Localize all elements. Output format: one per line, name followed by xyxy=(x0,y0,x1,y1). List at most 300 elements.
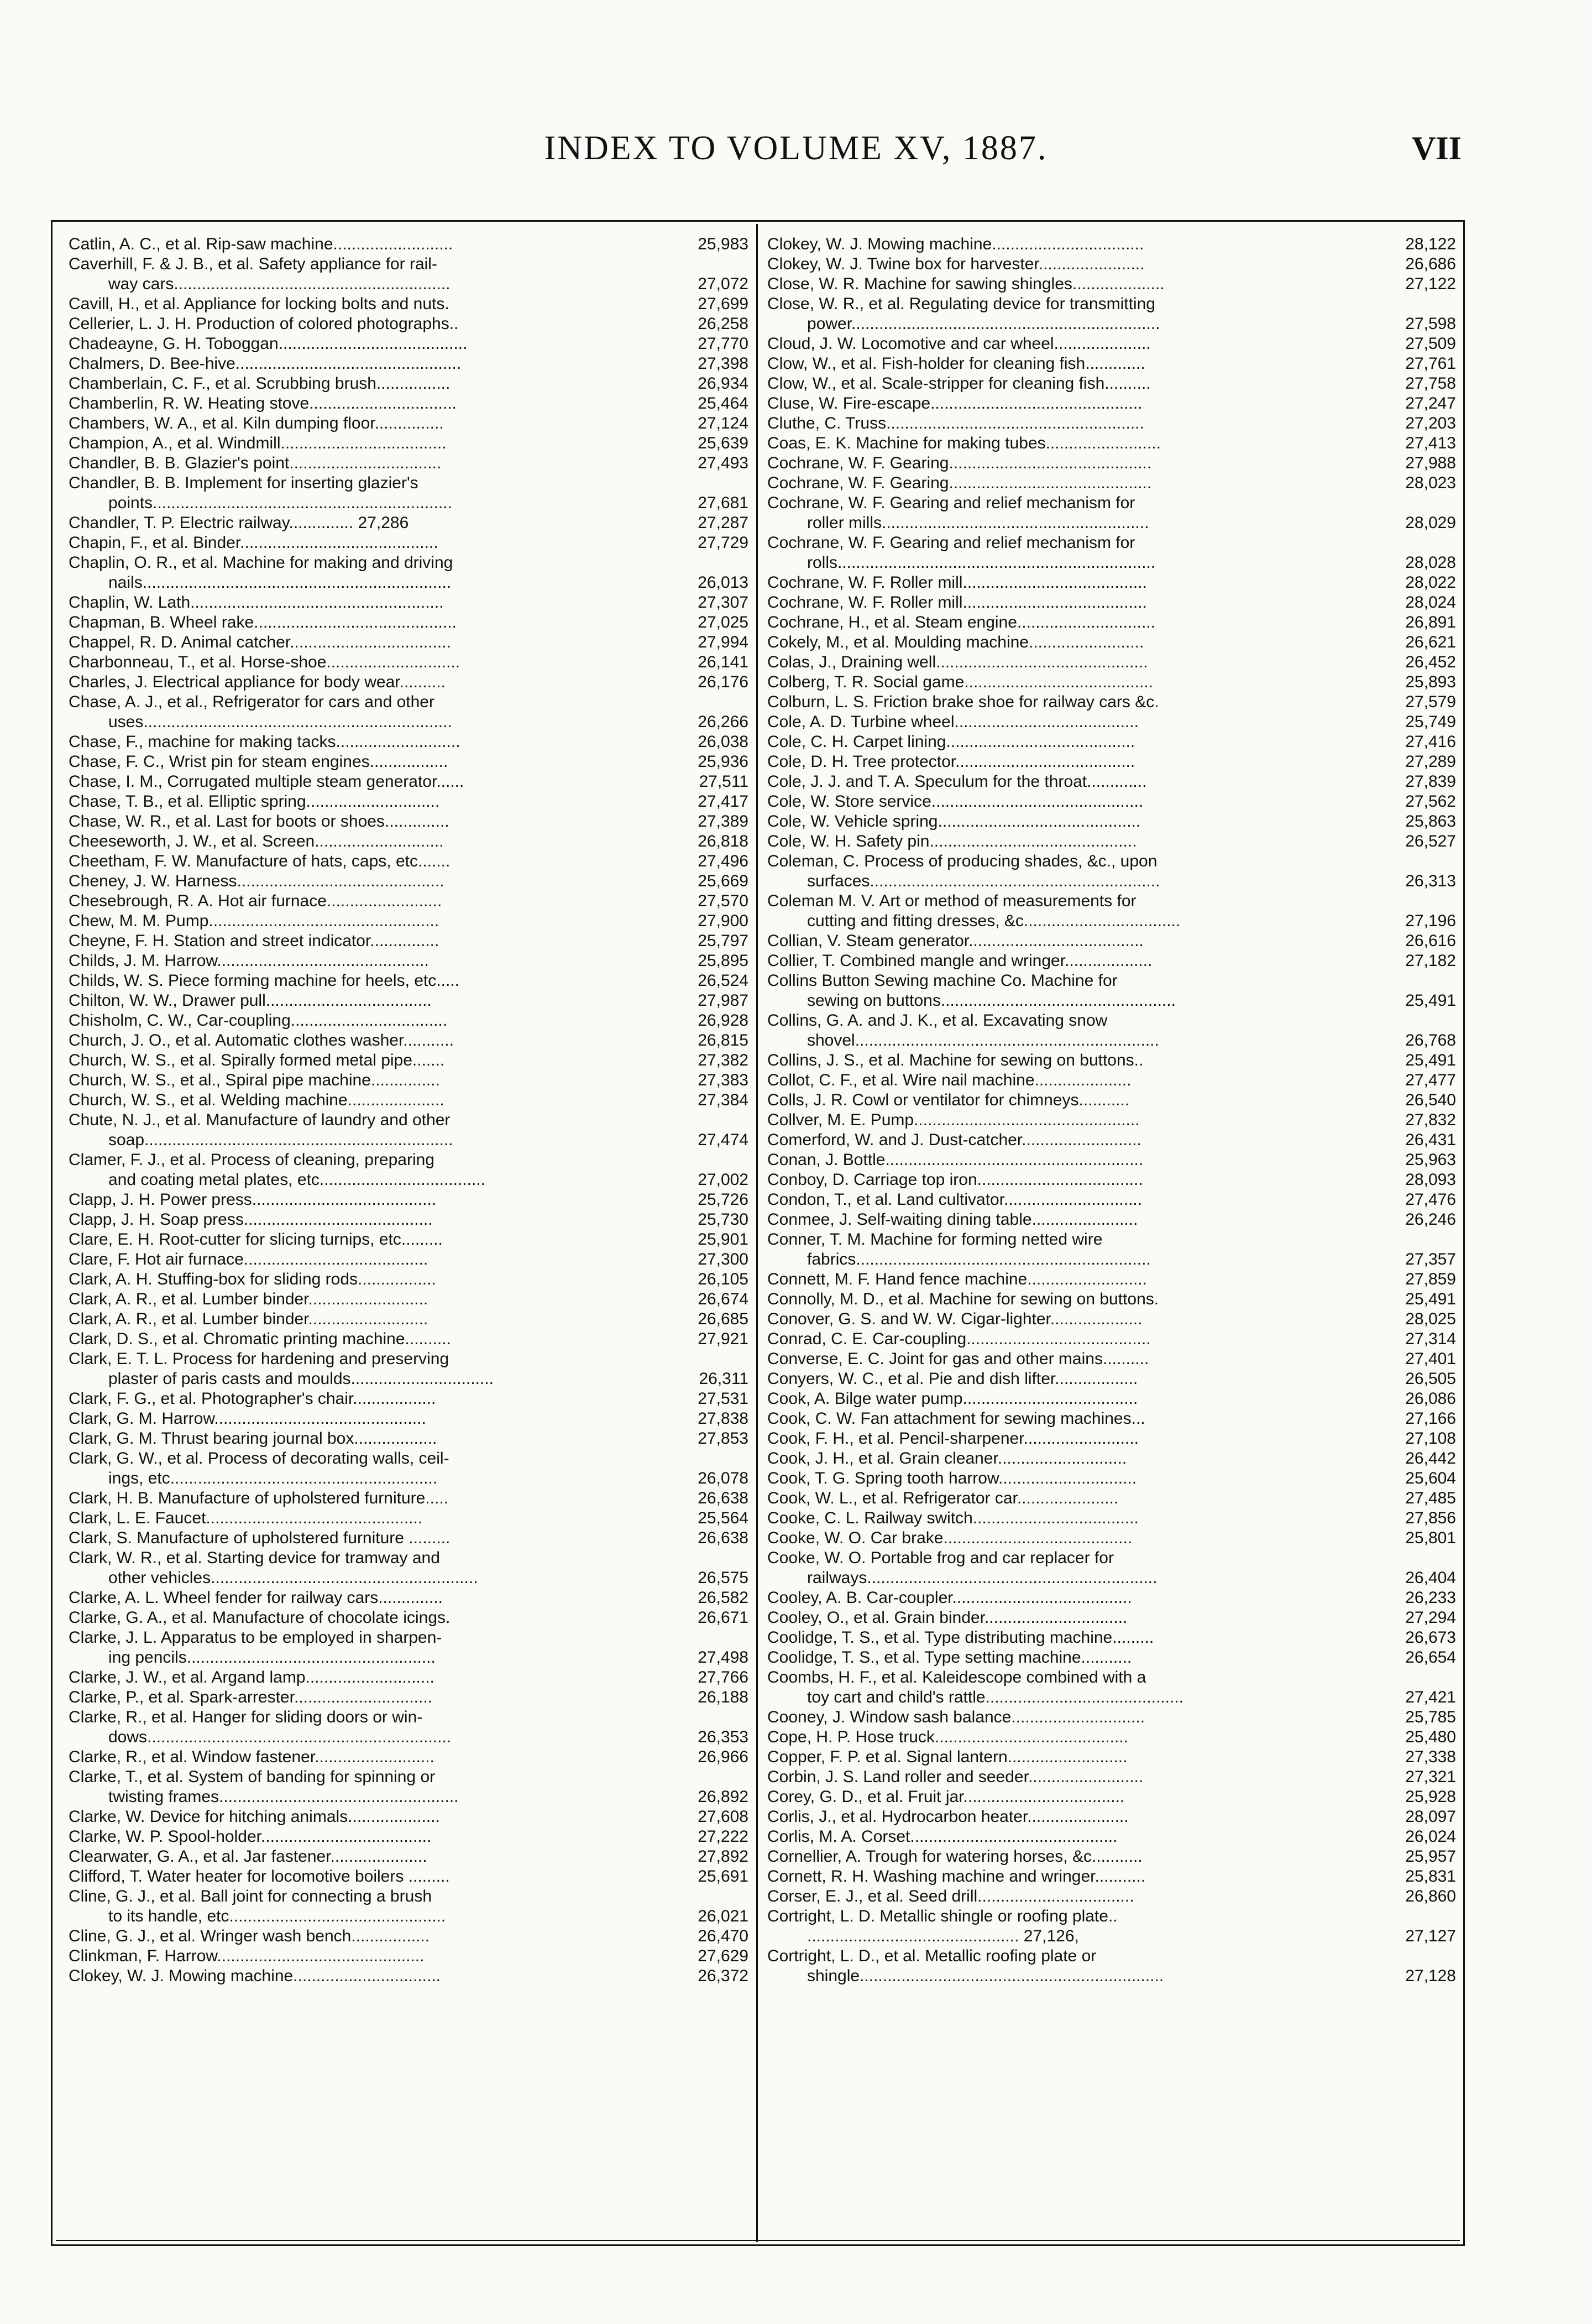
entry-text: Colburn, L. S. Friction brake shoe for railway cars &c. xyxy=(767,693,1159,711)
index-entry xyxy=(69,254,748,294)
entry-text: Corbin, J. S. Land roller and seeder......................... xyxy=(767,1768,1144,1786)
index-entry xyxy=(767,1548,1456,1588)
entry-text: Collver, M. E. Pump................................................. xyxy=(767,1111,1140,1129)
patent-number: 27,384 xyxy=(694,1090,748,1110)
patent-number: 28,029 xyxy=(1402,513,1456,533)
index-entry xyxy=(767,1528,1456,1548)
index-entry xyxy=(69,593,748,613)
entry-text: Collins Button Sewing machine Co. Machine for xyxy=(767,972,1118,990)
index-entry xyxy=(767,1747,1456,1767)
index-entry xyxy=(69,1747,748,1767)
entry-continuation: soap................................................................... xyxy=(108,1131,453,1149)
index-entry xyxy=(69,314,748,334)
patent-number: 26,505 xyxy=(1402,1369,1456,1389)
entry-text: Childs, W. S. Piece forming machine for heels, etc..... xyxy=(69,972,459,990)
patent-number: 27,287 xyxy=(694,513,748,533)
right-column xyxy=(767,234,1456,1986)
entry-text: Cole, C. H. Carpet lining......................................... xyxy=(767,733,1135,751)
index-entry xyxy=(767,533,1456,573)
index-entry xyxy=(767,294,1456,334)
entry-text: Corser, E. J., et al. Seed drill.................................. xyxy=(767,1887,1134,1905)
entry-text: Childs, J. M. Harrow.............................................. xyxy=(69,952,429,970)
patent-number: 27,562 xyxy=(1402,792,1456,812)
index-entry xyxy=(69,951,748,971)
index-entry xyxy=(767,374,1456,394)
patent-number: 27,699 xyxy=(694,294,748,314)
index-entry xyxy=(69,772,748,792)
patent-number: 27,509 xyxy=(1402,334,1456,354)
patent-number: 26,233 xyxy=(1402,1588,1456,1608)
patent-number: 26,575 xyxy=(694,1568,748,1588)
entry-text: Clamer, F. J., et al. Process of cleaning, preparing xyxy=(69,1151,434,1169)
index-entry xyxy=(69,1767,748,1807)
entry-continuation: cutting and fitting dresses, &c.................................. xyxy=(807,912,1181,930)
entry-text: Cope, H. P. Hose truck.......................................... xyxy=(767,1728,1128,1746)
entry-text: Close, W. R., et al. Regulating device for transmitting xyxy=(767,295,1155,313)
entry-text: Cochrane, W. F. Gearing and relief mechanism for xyxy=(767,494,1135,512)
entry-text: Connett, M. F. Hand fence machine.......................... xyxy=(767,1270,1147,1288)
entry-text: Cooke, W. O. Car brake......................................... xyxy=(767,1529,1133,1547)
entry-text: Converse, E. C. Joint for gas and other mains.......... xyxy=(767,1350,1149,1368)
patent-number: 27,413 xyxy=(1402,434,1456,453)
entry-text: Cooney, J. Window sash balance............................. xyxy=(767,1708,1145,1726)
index-entry xyxy=(767,1210,1456,1230)
entry-text: Chadeayne, G. H. Toboggan......................................... xyxy=(69,335,468,353)
entry-text: Cochrane, H., et al. Steam engine.............................. xyxy=(767,613,1155,631)
entry-text: Cole, D. H. Tree protector....................................... xyxy=(767,753,1135,771)
patent-number: 25,491 xyxy=(1402,1051,1456,1070)
patent-number: 27,124 xyxy=(694,414,748,434)
patent-number: 25,480 xyxy=(1402,1727,1456,1747)
entry-text: Cortright, L. D., et al. Metallic roofing plate or xyxy=(767,1947,1097,1965)
entry-continuation: roller mills.......................................................... xyxy=(807,514,1149,532)
index-entry xyxy=(69,613,748,633)
entry-text: Chute, N. J., et al. Manufacture of laundry and other xyxy=(69,1111,451,1129)
entry-text: Coolidge, T. S., et al. Type distributing machine......... xyxy=(767,1628,1154,1647)
index-entry xyxy=(69,1150,748,1190)
index-entry xyxy=(767,652,1456,672)
patent-number: 26,527 xyxy=(1402,832,1456,852)
entry-text: Condon, T., et al. Land cultivator.............................. xyxy=(767,1190,1143,1209)
index-entry xyxy=(767,1449,1456,1469)
patent-number: 26,246 xyxy=(1402,1210,1456,1230)
index-entry xyxy=(69,633,748,652)
index-entry xyxy=(69,1429,748,1449)
index-entry xyxy=(767,1827,1456,1847)
index-entry xyxy=(69,1309,748,1329)
index-entry xyxy=(69,792,748,812)
index-entry xyxy=(69,354,748,374)
column-divider xyxy=(756,224,758,2242)
index-entry xyxy=(767,1289,1456,1309)
entry-text: Chase, I. M., Corrugated multiple steam generator...... xyxy=(69,772,464,791)
patent-number: 26,638 xyxy=(694,1489,748,1508)
index-entry xyxy=(767,1230,1456,1270)
index-entry xyxy=(69,1449,748,1489)
entry-text: Chapin, F., et al. Binder........................................... xyxy=(69,534,438,552)
index-entry xyxy=(767,1389,1456,1409)
patent-number: 27,988 xyxy=(1402,453,1456,473)
patent-number: 26,311 xyxy=(695,1369,748,1389)
entry-text: Catlin, A. C., et al. Rip-saw machine.......................... xyxy=(69,235,453,253)
patent-number: 26,313 xyxy=(1402,871,1456,891)
patent-number: 27,598 xyxy=(1402,314,1456,334)
entry-text: Chandler, B. B. Implement for inserting glazier's xyxy=(69,474,418,492)
patent-number: 27,300 xyxy=(694,1250,748,1270)
patent-number: 27,838 xyxy=(694,1409,748,1429)
patent-number: 26,524 xyxy=(694,971,748,991)
patent-number: 27,383 xyxy=(694,1070,748,1090)
entry-continuation: and coating metal plates, etc.................................... xyxy=(108,1171,485,1189)
patent-number: 26,638 xyxy=(694,1528,748,1548)
index-entry xyxy=(767,1907,1456,1946)
entry-text: Cook, C. W. Fan attachment for sewing machines... xyxy=(767,1409,1145,1428)
entry-text: Chaplin, W. Lath....................................................... xyxy=(69,593,444,612)
patent-number: 27,485 xyxy=(1402,1489,1456,1508)
patent-number: 27,859 xyxy=(1402,1270,1456,1289)
entry-text: Cochrane, W. F. Gearing and relief mechanism for xyxy=(767,534,1135,552)
patent-number: 25,831 xyxy=(1402,1867,1456,1887)
patent-number: 27,629 xyxy=(694,1946,748,1966)
index-entry xyxy=(767,732,1456,752)
entry-text: Copper, F. P. et al. Signal lantern.......................... xyxy=(767,1748,1128,1766)
index-entry xyxy=(767,1508,1456,1528)
index-entry xyxy=(767,712,1456,732)
left-column xyxy=(69,234,748,1986)
page-title: INDEX TO VOLUME XV, 1887. xyxy=(544,129,1048,167)
entry-continuation: rolls..................................................................... xyxy=(807,553,1156,572)
entry-text: Chesebrough, R. A. Hot air furnace......................... xyxy=(69,892,442,910)
index-entry xyxy=(69,1090,748,1110)
index-entry xyxy=(767,1727,1456,1747)
entry-text: Clark, H. B. Manufacture of upholstered furniture..... xyxy=(69,1489,448,1507)
index-entry xyxy=(69,1110,748,1150)
patent-number: 26,141 xyxy=(694,652,748,672)
patent-number: 25,895 xyxy=(694,951,748,971)
entry-text: Clark, G. W., et al. Process of decorating walls, ceil- xyxy=(69,1449,449,1467)
patent-number: 27,493 xyxy=(694,453,748,473)
entry-text: Church, W. S., et al., Spiral pipe machine............... xyxy=(69,1071,440,1089)
entry-text: Conan, J. Bottle........................................................ xyxy=(767,1151,1144,1169)
index-entry xyxy=(767,234,1456,254)
patent-number: 25,726 xyxy=(694,1190,748,1210)
index-entry xyxy=(69,1349,748,1389)
index-entry xyxy=(767,493,1456,533)
entry-text: Collier, T. Combined mangle and wringer................... xyxy=(767,952,1153,970)
patent-number: 25,691 xyxy=(694,1867,748,1887)
index-entry xyxy=(69,553,748,593)
index-entry xyxy=(767,1150,1456,1170)
entry-text: Cloud, J. W. Locomotive and car wheel..................... xyxy=(767,335,1151,353)
index-entry xyxy=(767,1070,1456,1090)
index-entry xyxy=(69,1887,748,1926)
entry-text: Clinkman, F. Harrow............................................. xyxy=(69,1947,425,1965)
entry-text: Clokey, W. J. Twine box for harvester....................... xyxy=(767,255,1145,273)
entry-text: Cluse, W. Fire-escape.............................................. xyxy=(767,394,1143,412)
patent-number: 26,928 xyxy=(694,1011,748,1031)
index-entry xyxy=(69,234,748,254)
entry-text: Champion, A., et al. Windmill.................................... xyxy=(69,434,447,452)
entry-continuation: shovel.................................................................. xyxy=(807,1031,1159,1049)
patent-number: 25,564 xyxy=(694,1508,748,1528)
patent-number: 25,957 xyxy=(1402,1847,1456,1867)
entry-text: Charbonneau, T., et al. Horse-shoe............................. xyxy=(69,653,460,671)
entry-text: Clark, G. M. Harrow.............................................. xyxy=(69,1409,426,1428)
page-number: VII xyxy=(1411,130,1462,166)
entry-text: Cline, G. J., et al. Wringer wash bench................. xyxy=(69,1927,430,1945)
index-entry xyxy=(767,971,1456,1011)
patent-number: 25,669 xyxy=(694,871,748,891)
entry-text: Charles, J. Electrical appliance for body wear.......... xyxy=(69,673,446,691)
index-entry xyxy=(767,1011,1456,1051)
index-entry xyxy=(767,1190,1456,1210)
entry-text: Cook, J. H., et al. Grain cleaner............................ xyxy=(767,1449,1127,1467)
patent-number: 27,832 xyxy=(1402,1110,1456,1130)
entry-text: Cheetham, F. W. Manufacture of hats, caps, etc....... xyxy=(69,852,451,870)
patent-number: 27,321 xyxy=(1402,1767,1456,1787)
entry-text: Collins, G. A. and J. K., et al. Excavating snow xyxy=(767,1011,1108,1030)
index-entry xyxy=(767,473,1456,493)
index-entry xyxy=(767,832,1456,852)
index-entry xyxy=(767,1469,1456,1489)
entry-text: Collins, J. S., et al. Machine for sewing on buttons.. xyxy=(767,1051,1144,1069)
index-entry xyxy=(69,513,748,533)
patent-number: 27,294 xyxy=(1402,1608,1456,1628)
patent-number: 26,404 xyxy=(1402,1568,1456,1588)
patent-number: 26,860 xyxy=(1402,1887,1456,1907)
entry-text: Cornett, R. H. Washing machine and wringer........... xyxy=(767,1867,1146,1886)
index-entry xyxy=(767,633,1456,652)
index-entry xyxy=(767,1807,1456,1827)
index-entry xyxy=(767,1887,1456,1907)
patent-number: 27,417 xyxy=(694,792,748,812)
index-entry xyxy=(69,1031,748,1051)
patent-number: 25,785 xyxy=(1402,1707,1456,1727)
patent-number: 27,856 xyxy=(1402,1508,1456,1528)
patent-number: 26,815 xyxy=(694,1031,748,1051)
patent-number: 26,654 xyxy=(1402,1648,1456,1668)
entry-continuation: power................................................................... xyxy=(807,315,1160,333)
index-entry xyxy=(69,991,748,1011)
index-entry xyxy=(69,1190,748,1210)
entry-text: Conrad, C. E. Car-coupling........................................ xyxy=(767,1330,1151,1348)
patent-number: 27,421 xyxy=(1402,1688,1456,1707)
entry-text: Collian, V. Steam generator...................................... xyxy=(767,932,1144,950)
patent-number: 26,038 xyxy=(694,732,748,752)
index-entry xyxy=(767,1409,1456,1429)
entry-continuation: other vehicles.......................................................... xyxy=(108,1569,478,1587)
entry-continuation: fabrics................................................................ xyxy=(807,1250,1151,1268)
index-entry xyxy=(69,1389,748,1409)
index-entry xyxy=(69,971,748,991)
patent-number: 25,983 xyxy=(694,234,748,254)
index-entry xyxy=(767,1867,1456,1887)
index-entry xyxy=(767,672,1456,692)
index-entry xyxy=(69,1011,748,1031)
entry-text: Cole, W. H. Safety pin............................................. xyxy=(767,832,1137,850)
patent-number: 27,766 xyxy=(694,1668,748,1688)
index-entry xyxy=(767,613,1456,633)
patent-number: 25,730 xyxy=(694,1210,748,1230)
entry-text: Chalmers, D. Bee-hive................................................. xyxy=(69,354,462,373)
patent-number: 27,496 xyxy=(694,852,748,871)
index-entry xyxy=(767,274,1456,294)
index-entry xyxy=(69,1807,748,1827)
entry-text: Church, W. S., et al. Welding machine..................... xyxy=(69,1091,444,1109)
patent-number: 27,307 xyxy=(694,593,748,613)
patent-number: 27,247 xyxy=(1402,394,1456,414)
entry-text: Chase, T. B., et al. Elliptic spring............................. xyxy=(69,792,440,811)
patent-number: 27,182 xyxy=(1402,951,1456,971)
index-entry xyxy=(69,334,748,354)
entry-text: Coleman M. V. Art or method of measurements for xyxy=(767,892,1137,910)
patent-number: 27,853 xyxy=(694,1429,748,1449)
entry-text: Clare, E. H. Root-cutter for slicing turnips, etc......... xyxy=(69,1230,443,1249)
index-entry xyxy=(69,1548,748,1588)
patent-number: 28,025 xyxy=(1402,1309,1456,1329)
entry-text: Clare, F. Hot air furnace........................................ xyxy=(69,1250,428,1268)
entry-text: Chamberlin, R. W. Heating stove................................ xyxy=(69,394,457,412)
entry-text: Clarke, G. A., et al. Manufacture of chocolate icings. xyxy=(69,1608,451,1627)
entry-continuation: surfaces............................................................... xyxy=(807,872,1160,890)
patent-number: 25,491 xyxy=(1402,1289,1456,1309)
patent-number: 27,761 xyxy=(1402,354,1456,374)
index-entry xyxy=(767,1489,1456,1508)
patent-number: 27,127 xyxy=(1402,1926,1456,1946)
index-entry xyxy=(767,453,1456,473)
entry-text: Cooley, A. B. Car-coupler....................................... xyxy=(767,1589,1132,1607)
entry-text: Clark, E. T. L. Process for hardening and preserving xyxy=(69,1350,449,1368)
entry-continuation: plaster of paris casts and moulds............................... xyxy=(108,1370,494,1388)
patent-number: 27,222 xyxy=(694,1827,748,1847)
entry-text: Connolly, M. D., et al. Machine for sewing on buttons. xyxy=(767,1290,1159,1308)
patent-number: 26,353 xyxy=(694,1727,748,1747)
patent-number: 27,002 xyxy=(694,1170,748,1190)
entry-text: Cole, W. Vehicle spring............................................ xyxy=(767,812,1141,831)
index-entry xyxy=(69,732,748,752)
patent-number: 26,685 xyxy=(694,1309,748,1329)
patent-number: 27,579 xyxy=(1402,692,1456,712)
entry-continuation: points................................................................. xyxy=(108,494,452,512)
index-entry xyxy=(69,394,748,414)
patent-number: 28,028 xyxy=(1402,553,1456,573)
entry-text: Chew, M. M. Pump.................................................. xyxy=(69,912,439,930)
patent-number: 27,511 xyxy=(695,772,748,792)
entry-text: Clark, F. G., et al. Photographer's chair.................. xyxy=(69,1390,436,1408)
index-entry xyxy=(69,911,748,931)
index-entry xyxy=(69,672,748,692)
entry-text: Clapp, J. H. Power press........................................ xyxy=(69,1190,437,1209)
entry-text: Clearwater, G. A., et al. Jar fastener..................... xyxy=(69,1847,427,1866)
index-entry xyxy=(767,1668,1456,1707)
patent-number: 26,818 xyxy=(694,832,748,852)
entry-text: Cooke, W. O. Portable frog and car replacer for xyxy=(767,1549,1114,1567)
patent-number: 27,416 xyxy=(1402,732,1456,752)
entry-text: Conboy, D. Carriage top iron.................................... xyxy=(767,1171,1143,1189)
entry-text: Clarke, W. P. Spool-holder..................................... xyxy=(69,1827,432,1846)
patent-number: 25,936 xyxy=(694,752,748,772)
patent-number: 27,289 xyxy=(1402,752,1456,772)
index-entry xyxy=(69,1867,748,1887)
index-entry xyxy=(767,1707,1456,1727)
entry-continuation: toy cart and child's rattle........................................... xyxy=(807,1688,1183,1706)
patent-number: 26,078 xyxy=(694,1469,748,1489)
entry-text: Conover, G. S. and W. W. Cigar-lighter.................... xyxy=(767,1310,1143,1328)
index-entry xyxy=(69,1270,748,1289)
index-entry xyxy=(69,294,748,314)
entry-text: Corlis, M. A. Corset............................................. xyxy=(767,1827,1118,1846)
index-entry xyxy=(767,354,1456,374)
entry-text: Clarke, J. W., et al. Argand lamp............................ xyxy=(69,1668,434,1686)
entry-text: Cluthe, C. Truss........................................................ xyxy=(767,414,1144,432)
entry-text: Corey, G. D., et al. Fruit jar................................... xyxy=(767,1788,1125,1806)
index-entry xyxy=(69,1688,748,1707)
entry-text: Chandler, B. B. Glazier's point................................. xyxy=(69,454,442,472)
entry-continuation: .............................................. 27,126, xyxy=(807,1927,1079,1945)
index-entry xyxy=(767,1270,1456,1289)
index-entry xyxy=(69,1250,748,1270)
patent-number: 26,686 xyxy=(1402,254,1456,274)
index-entry xyxy=(69,832,748,852)
patent-number: 27,770 xyxy=(694,334,748,354)
index-entry xyxy=(69,1051,748,1070)
entry-text: Clarke, W. Device for hitching animals.................... xyxy=(69,1808,440,1826)
entry-text: Chamberlain, C. F., et al. Scrubbing brush................ xyxy=(69,374,451,393)
entry-text: Cook, F. H., et al. Pencil-sharpener......................... xyxy=(767,1429,1139,1448)
index-entry xyxy=(69,374,748,394)
entry-text: Chaplin, O. R., et al. Machine for making and driving xyxy=(69,553,453,572)
patent-number: 27,839 xyxy=(1402,772,1456,792)
patent-number: 26,582 xyxy=(694,1588,748,1608)
entry-text: Comerford, W. and J. Dust-catcher.......................... xyxy=(767,1131,1141,1149)
entry-text: Chase, F. C., Wrist pin for steam engines................. xyxy=(69,753,448,771)
patent-number: 26,188 xyxy=(694,1688,748,1707)
entry-text: Collot, C. F., et al. Wire nail machine..................... xyxy=(767,1071,1132,1089)
entry-text: Cornellier, A. Trough for watering horses, &c........... xyxy=(767,1847,1143,1866)
index-entry xyxy=(69,1827,748,1847)
entry-text: Cooley, O., et al. Grain binder............................... xyxy=(767,1608,1128,1627)
index-entry xyxy=(69,692,748,732)
entry-text: Cline, G. J., et al. Ball joint for connecting a brush xyxy=(69,1887,432,1905)
entry-text: Cavill, H., et al. Appliance for locking bolts and nuts. xyxy=(69,295,449,313)
entry-continuation: ing pencils...................................................... xyxy=(108,1648,436,1667)
entry-text: Clokey, W. J. Mowing machine................................. xyxy=(767,235,1144,253)
patent-number: 26,470 xyxy=(694,1926,748,1946)
patent-number: 27,382 xyxy=(694,1051,748,1070)
entry-text: Caverhill, F. & J. B., et al. Safety appliance for rail- xyxy=(69,255,437,273)
patent-number: 27,608 xyxy=(694,1807,748,1827)
patent-number: 27,681 xyxy=(694,493,748,513)
entry-text: Cook, W. L., et al. Refrigerator car...................... xyxy=(767,1489,1119,1507)
index-entry xyxy=(69,752,748,772)
entry-text: Cochrane, W. F. Roller mill........................................ xyxy=(767,573,1147,592)
index-entry xyxy=(767,434,1456,453)
patent-number: 28,097 xyxy=(1402,1807,1456,1827)
entry-text: Clarke, T., et al. System of banding for spinning or xyxy=(69,1768,436,1786)
patent-number: 26,934 xyxy=(694,374,748,394)
patent-number: 26,013 xyxy=(694,573,748,593)
entry-text: Colls, J. R. Cowl or ventilator for chimneys........... xyxy=(767,1091,1130,1109)
index-entry xyxy=(767,891,1456,931)
index-entry xyxy=(767,1090,1456,1110)
index-entry xyxy=(767,1051,1456,1070)
entry-continuation: sewing on buttons................................................... xyxy=(807,991,1176,1010)
patent-number: 26,621 xyxy=(1402,633,1456,652)
entry-text: Conyers, W. C., et al. Pie and dish lifter.................. xyxy=(767,1370,1138,1388)
entry-text: Clark, D. S., et al. Chromatic printing machine.......... xyxy=(69,1330,451,1348)
entry-text: Clifford, T. Water heater for locomotive boilers ......... xyxy=(69,1867,450,1886)
patent-number: 26,024 xyxy=(1402,1827,1456,1847)
